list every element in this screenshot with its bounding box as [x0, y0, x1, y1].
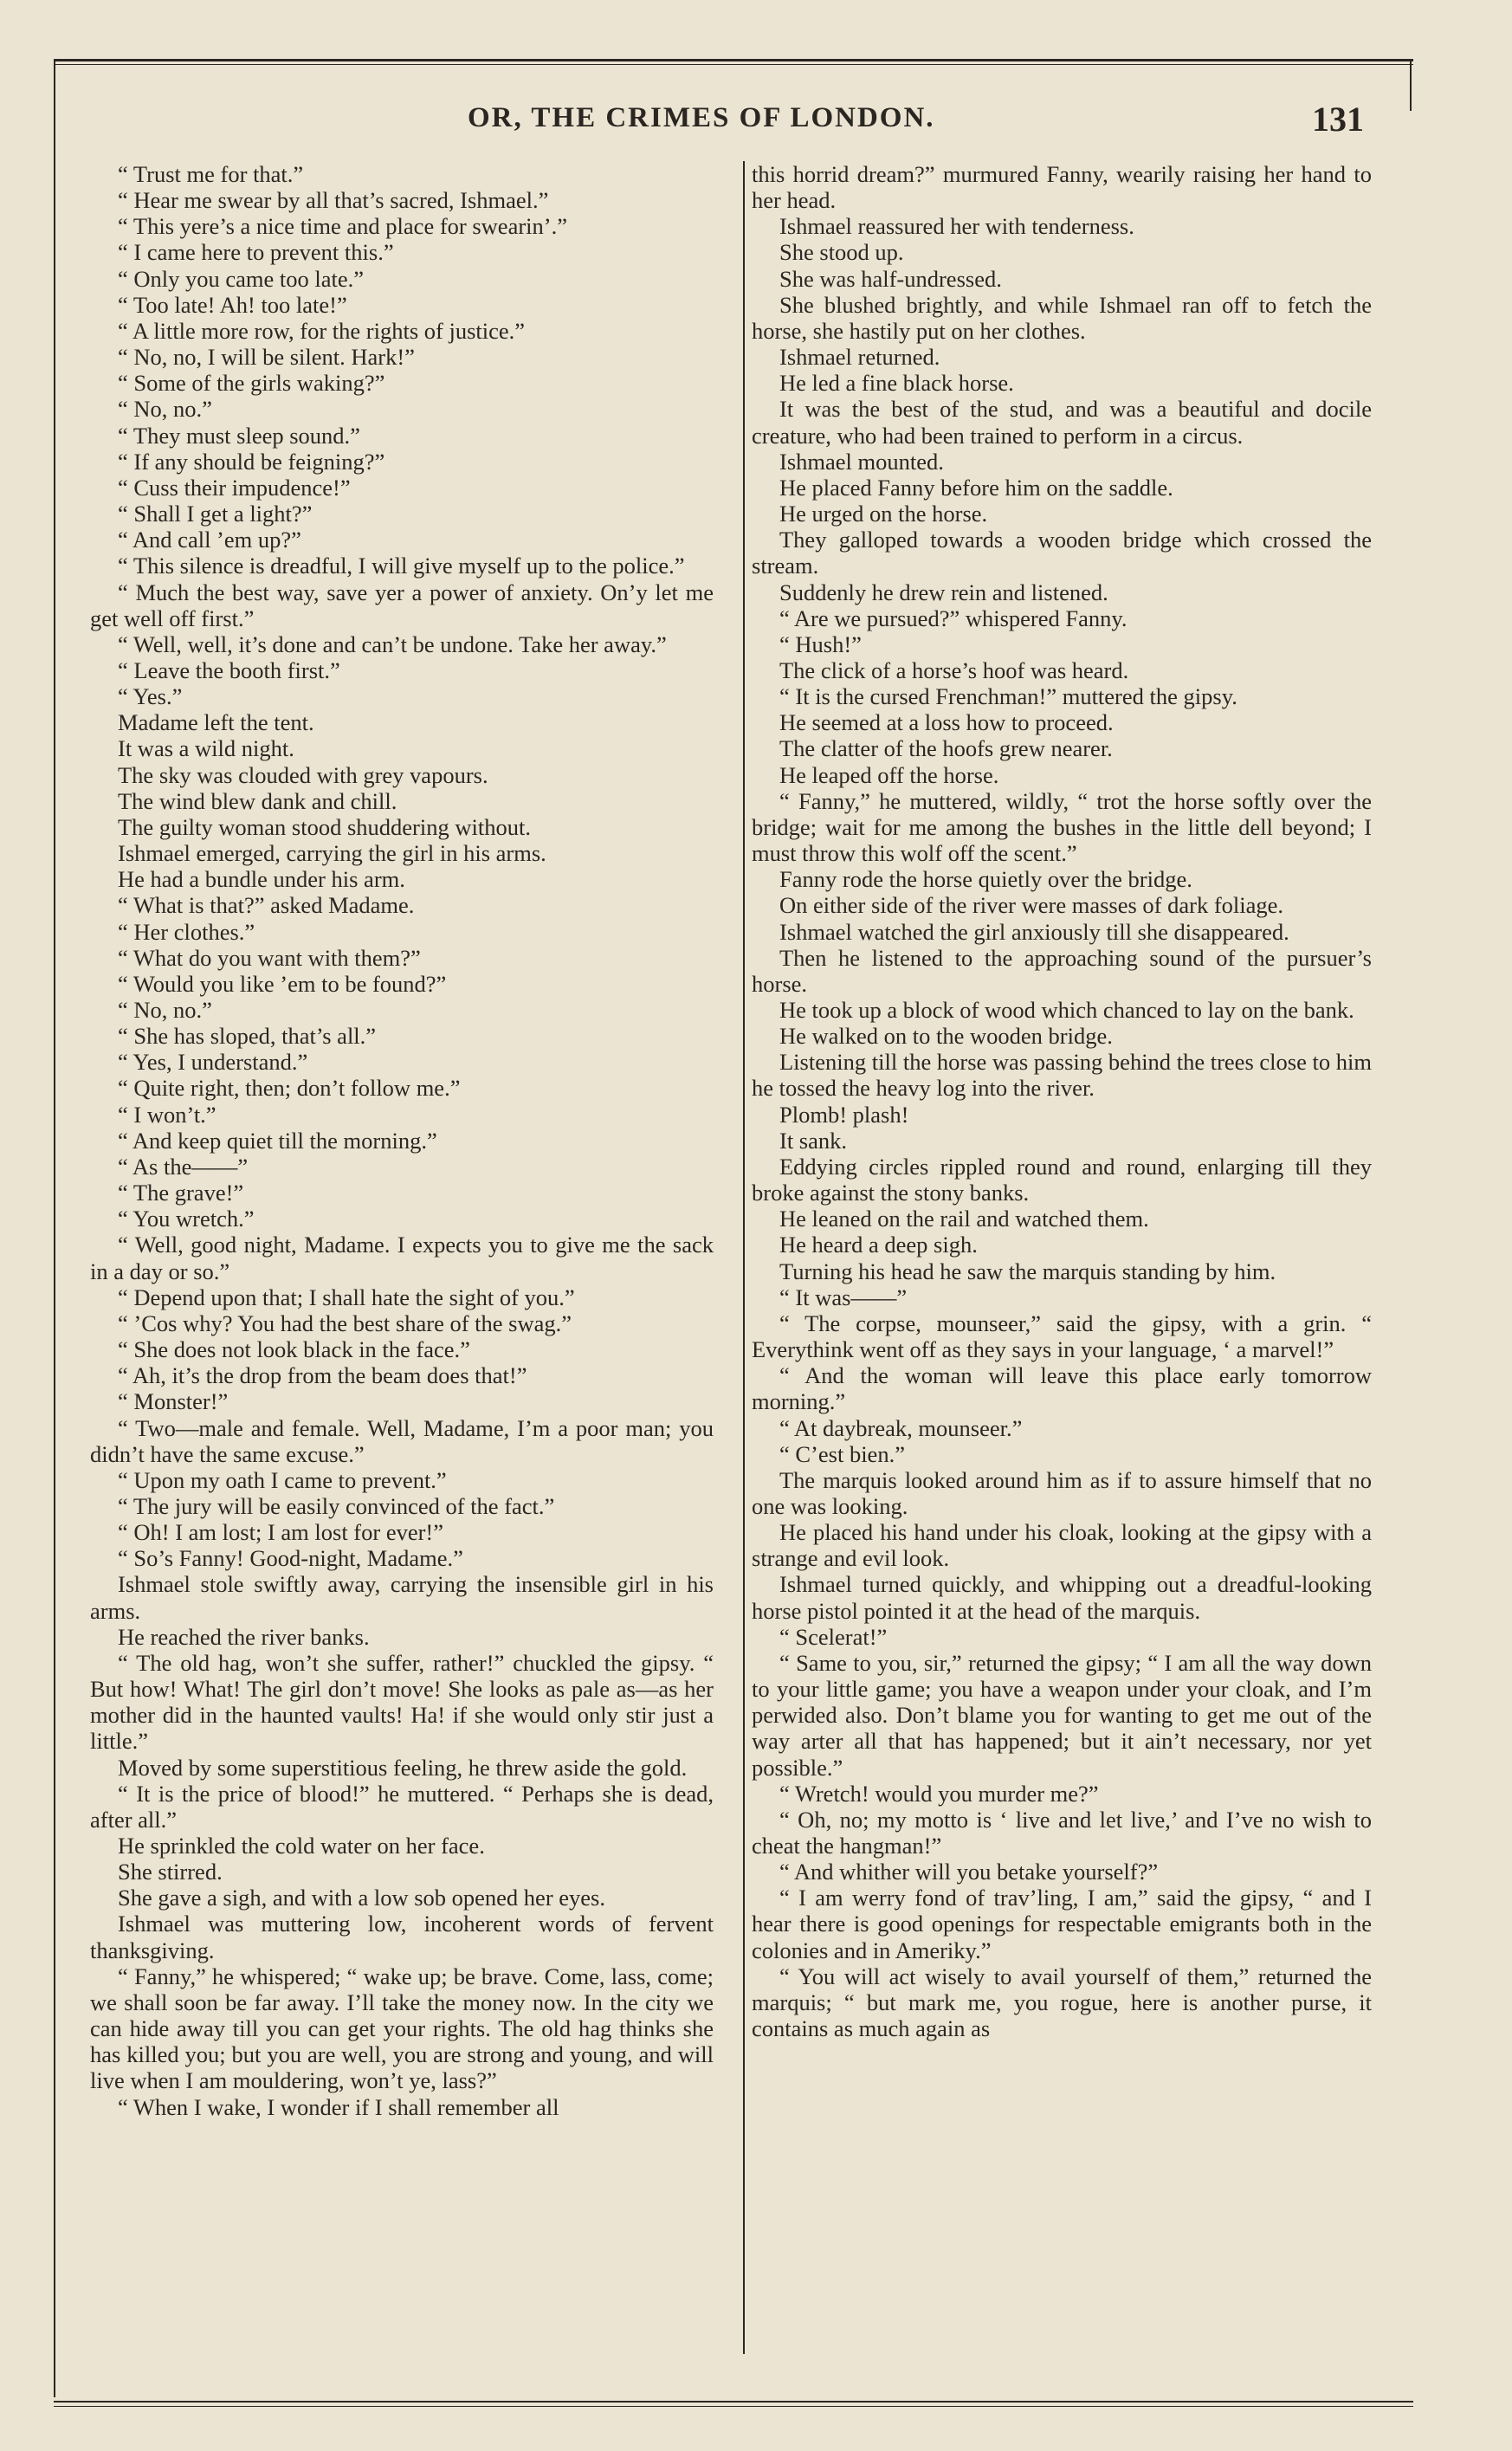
paragraph: He led a fine black horse.	[779, 370, 1014, 397]
paragraph: He leaned on the rail and watched them.	[779, 1206, 1149, 1232]
paragraph: “ So’s Fanny! Good-night, Madame.”	[118, 1545, 463, 1572]
left-column	[90, 161, 714, 2120]
paragraph: “ And whither will you betake yourself?”	[779, 1859, 1159, 1885]
bottom-rule-thin	[54, 2406, 1413, 2407]
paragraph: “ I am werry fond of trav’ling, I am,” said the gipsy, “ and I hear there is good openings for respectable emigrants both in the colonies and in Ameriky.”	[752, 1885, 1372, 1963]
paragraph: They galloped towards a wooden bridge which crossed the stream.	[752, 527, 1372, 579]
paragraph: The sky was clouded with grey vapours.	[118, 761, 488, 788]
paragraph: He placed Fanny before him on the saddle.	[779, 474, 1173, 501]
paragraph: “ Upon my oath I came to prevent.”	[118, 1466, 447, 1493]
paragraph: Then he listened to the approaching sound of the pursuer’s horse.	[752, 944, 1372, 997]
paragraph: “ Yes.”	[118, 683, 183, 710]
paragraph: “ Monster!”	[118, 1388, 229, 1415]
paragraph: It was a wild night.	[118, 735, 294, 762]
paragraph: “ Depend upon that; I shall hate the sight of you.”	[118, 1284, 575, 1310]
paragraph: She stood up.	[779, 239, 904, 266]
paragraph: Ishmael emerged, carrying the girl in his arms.	[118, 840, 546, 867]
paragraph: “ And keep quiet till the morning.”	[118, 1127, 437, 1154]
paragraph: “ This yere’s a nice time and place for swearin’.”	[118, 213, 567, 240]
paragraph: “ If any should be feigning?”	[118, 448, 385, 475]
paragraph: He heard a deep sigh.	[779, 1232, 978, 1258]
paragraph: “ And call ’em up?”	[118, 527, 301, 553]
paragraph: “ Fanny,” he whispered; “ wake up; be brave. Come, lass, come; we shall soon be far away. I’ll take the money now. In the city we can hide away till you can get your rights. The old hag thinks she has killed you; but you are well, you are strong and young, and will live when I am mouldering, won’t ye, lass?”	[90, 1963, 714, 2094]
paragraph: Eddying circles rippled round and round, enlarging till they broke against the stony banks.	[752, 1153, 1372, 1206]
paragraph: Suddenly he drew rein and listened.	[779, 579, 1108, 605]
paragraph: She gave a sigh, and with a low sob opened her eyes.	[118, 1885, 605, 1911]
paragraph: “ I won’t.”	[118, 1101, 216, 1128]
paragraph: “ At daybreak, mounseer.”	[779, 1414, 1023, 1441]
right-column	[752, 161, 1372, 2041]
paragraph: “ The old hag, won’t she suffer, rather!” chuckled the gipsy. “ But how! What! The girl don’t move! She looks as pale as—as her mother did in the haunted vaults! Ha! if she would only stir just a little.”	[90, 1649, 714, 1755]
paragraph: Ishmael reassured her with tenderness.	[779, 213, 1134, 240]
paragraph: “ Much the best way, save yer a power of anxiety. On’y let me get well off first.”	[90, 579, 714, 631]
paragraph: “ When I wake, I wonder if I shall remember all	[118, 2093, 559, 2120]
paragraph: She stirred.	[118, 1859, 223, 1885]
paragraph: “ Only you came too late.”	[118, 265, 365, 292]
paragraph: “ Hear me swear by all that’s sacred, Ishmael.”	[118, 187, 549, 214]
paragraph: “ Trust me for that.”	[118, 161, 304, 187]
paragraph: “ It is the cursed Frenchman!” muttered the gipsy.	[779, 683, 1237, 710]
left-frame-rule	[54, 59, 55, 2397]
paragraph: The clatter of the hoofs grew nearer.	[779, 735, 1113, 762]
paragraph: “ C’est bien.”	[779, 1440, 905, 1467]
paragraph: “ No, no.”	[118, 396, 212, 423]
paragraph: “ Well, well, it’s done and can’t be undone. Take her away.”	[118, 631, 667, 657]
paragraph: “ You will act wisely to avail yourself of them,” returned the marquis; “ but mark me, you rogue, here is another purse, it contains as much again as	[752, 1963, 1372, 2042]
paragraph: Ishmael stole swiftly away, carrying the insensible girl in his arms.	[90, 1571, 714, 1624]
paragraph-continuation: this horrid dream?” murmured Fanny, wearily raising her hand to her head.	[752, 161, 1372, 214]
paragraph: “ Wretch! would you murder me?”	[779, 1780, 1099, 1807]
paragraph: She was half-undressed.	[779, 265, 1002, 292]
paragraph: “ She does not look black in the face.”	[118, 1336, 470, 1363]
bottom-rule	[54, 2401, 1413, 2402]
paragraph: “ Cuss their impudence!”	[118, 474, 351, 501]
paragraph: On either side of the river were masses of dark foliage.	[779, 892, 1284, 919]
paragraph: He leaped off the horse.	[779, 761, 999, 788]
paragraph: “ Yes, I understand.”	[118, 1049, 308, 1076]
paragraph: Ishmael watched the girl anxiously till she disappeared.	[779, 918, 1289, 945]
paragraph: She blushed brightly, and while Ishmael ran off to fetch the horse, she hastily put on her clothes.	[752, 291, 1372, 344]
paragraph: “ A little more row, for the rights of justice.”	[118, 317, 526, 344]
paragraph: He reached the river banks.	[118, 1623, 370, 1650]
paragraph: “ Are we pursued?” whispered Fanny.	[779, 605, 1128, 631]
paragraph: The marquis looked around him as if to assure himself that no one was looking.	[752, 1466, 1372, 1519]
paragraph: “ ’Cos why? You had the best share of the swag.”	[118, 1310, 572, 1336]
paragraph: Ishmael turned quickly, and whipping out a dreadful-looking horse pistol pointed it at the head of the marquis.	[752, 1571, 1372, 1624]
paragraph: “ Same to you, sir,” returned the gipsy; “ I am all the way down to your little game; you have a weapon under your cloak, and I’m perwided also. Don’t blame you for wanting to get me out of the way arter all that has happened; but it ain’t necessary, nor yet possible.”	[752, 1649, 1372, 1781]
paragraph: “ What do you want with them?”	[118, 944, 421, 971]
paragraph: “ As the——”	[118, 1153, 249, 1180]
paragraph: The click of a horse’s hoof was heard.	[779, 656, 1129, 683]
paragraph: Ishmael returned.	[779, 344, 940, 371]
paragraph: “ It is the price of blood!” he muttered. “ Perhaps she is dead, after all.”	[90, 1780, 714, 1833]
paragraph: He had a bundle under his arm.	[118, 866, 405, 893]
paragraph: The guilty woman stood shuddering without.	[118, 813, 531, 840]
paragraph: “ The corpse, mounseer,” said the gipsy, with a grin. “ Everythink went off as they says in your language, ‘ a marvel!”	[752, 1310, 1372, 1363]
page-number: 131	[1312, 100, 1364, 139]
paragraph: Moved by some superstitious feeling, he threw aside the gold.	[118, 1754, 688, 1781]
paragraph: He urged on the horse.	[779, 501, 988, 527]
paragraph: “ What is that?” asked Madame.	[118, 892, 415, 919]
paragraph: “ Would you like ’em to be found?”	[118, 970, 447, 997]
paragraph: “ Hush!”	[779, 631, 862, 657]
top-rule-thin	[54, 64, 1413, 65]
running-title: OR, THE CRIMES OF LONDON.	[468, 102, 935, 133]
paragraph: “ Fanny,” he muttered, wildly, “ trot the horse softly over the bridge; wait for me among the bushes in the little dell beyond; I must throw this wolf off the scent.”	[752, 787, 1372, 867]
paragraph: “ The jury will be easily convinced of the fact.”	[118, 1492, 555, 1519]
paragraph: “ Leave the booth first.”	[118, 656, 340, 683]
paragraph: “ Quite right, then; don’t follow me.”	[118, 1075, 461, 1102]
paragraph: “ I came here to prevent this.”	[118, 239, 394, 266]
paragraph: “ Some of the girls waking?”	[118, 370, 385, 397]
paragraph: Madame left the tent.	[118, 709, 314, 736]
paragraph: Ishmael mounted.	[779, 448, 944, 475]
top-rule	[54, 59, 1413, 61]
paragraph: “ No, no, I will be silent. Hark!”	[118, 344, 415, 371]
paragraph: He took up a block of wood which chanced to lay on the bank.	[779, 997, 1354, 1023]
paragraph: “ They must sleep sound.”	[118, 422, 360, 449]
paragraph: “ Oh! I am lost; I am lost for ever!”	[118, 1519, 444, 1546]
paragraph: “ The grave!”	[118, 1180, 244, 1206]
paragraph: “ Oh, no; my motto is ‘ live and let live,’ and I’ve no wish to cheat the hangman!”	[752, 1806, 1372, 1859]
paragraph: “ Scelerat!”	[779, 1623, 888, 1650]
paragraph: Turning his head he saw the marquis standing by him.	[779, 1258, 1276, 1284]
paragraph: He sprinkled the cold water on her face.	[118, 1833, 485, 1859]
column-divider	[743, 161, 745, 2354]
right-frame-rule	[1410, 59, 1412, 111]
paragraph: Listening till the horse was passing behind the trees close to him he tossed the heavy log into the river.	[752, 1049, 1372, 1102]
paragraph: “ This silence is dreadful, I will give myself up to the police.”	[118, 553, 685, 579]
paragraph: “ Two—male and female. Well, Madame, I’m a poor man; you didn’t have the same excuse.”	[90, 1414, 714, 1467]
paragraph: “ It was——”	[779, 1284, 908, 1310]
paragraph: It sank.	[779, 1127, 848, 1154]
paragraph: He seemed at a loss how to proceed.	[779, 709, 1114, 736]
paragraph: “ You wretch.”	[118, 1206, 255, 1232]
paragraph: “ She has sloped, that’s all.”	[118, 1023, 377, 1050]
paragraph: “ And the woman will leave this place early tomorrow morning.”	[752, 1362, 1372, 1415]
paragraph: “ Her clothes.”	[118, 918, 255, 945]
paragraph: Plomb! plash!	[779, 1101, 909, 1128]
paragraph: The wind blew dank and chill.	[118, 787, 397, 814]
paragraph: It was the best of the stud, and was a beautiful and docile creature, who had been trained to perform in a circus.	[752, 396, 1372, 449]
paragraph: He placed his hand under his cloak, looking at the gipsy with a strange and evil look.	[752, 1519, 1372, 1572]
paragraph: Ishmael was muttering low, incoherent words of fervent thanksgiving.	[90, 1911, 714, 1963]
paragraph: “ Well, good night, Madame. I expects you to give me the sack in a day or so.”	[90, 1232, 714, 1284]
paragraph: He walked on to the wooden bridge.	[779, 1023, 1113, 1050]
paragraph: “ No, no.”	[118, 997, 212, 1023]
paragraph: “ Too late! Ah! too late!”	[118, 291, 347, 318]
paragraph: “ Shall I get a light?”	[118, 501, 313, 527]
paragraph: Fanny rode the horse quietly over the bridge.	[779, 866, 1192, 893]
paragraph: “ Ah, it’s the drop from the beam does that!”	[118, 1362, 527, 1389]
